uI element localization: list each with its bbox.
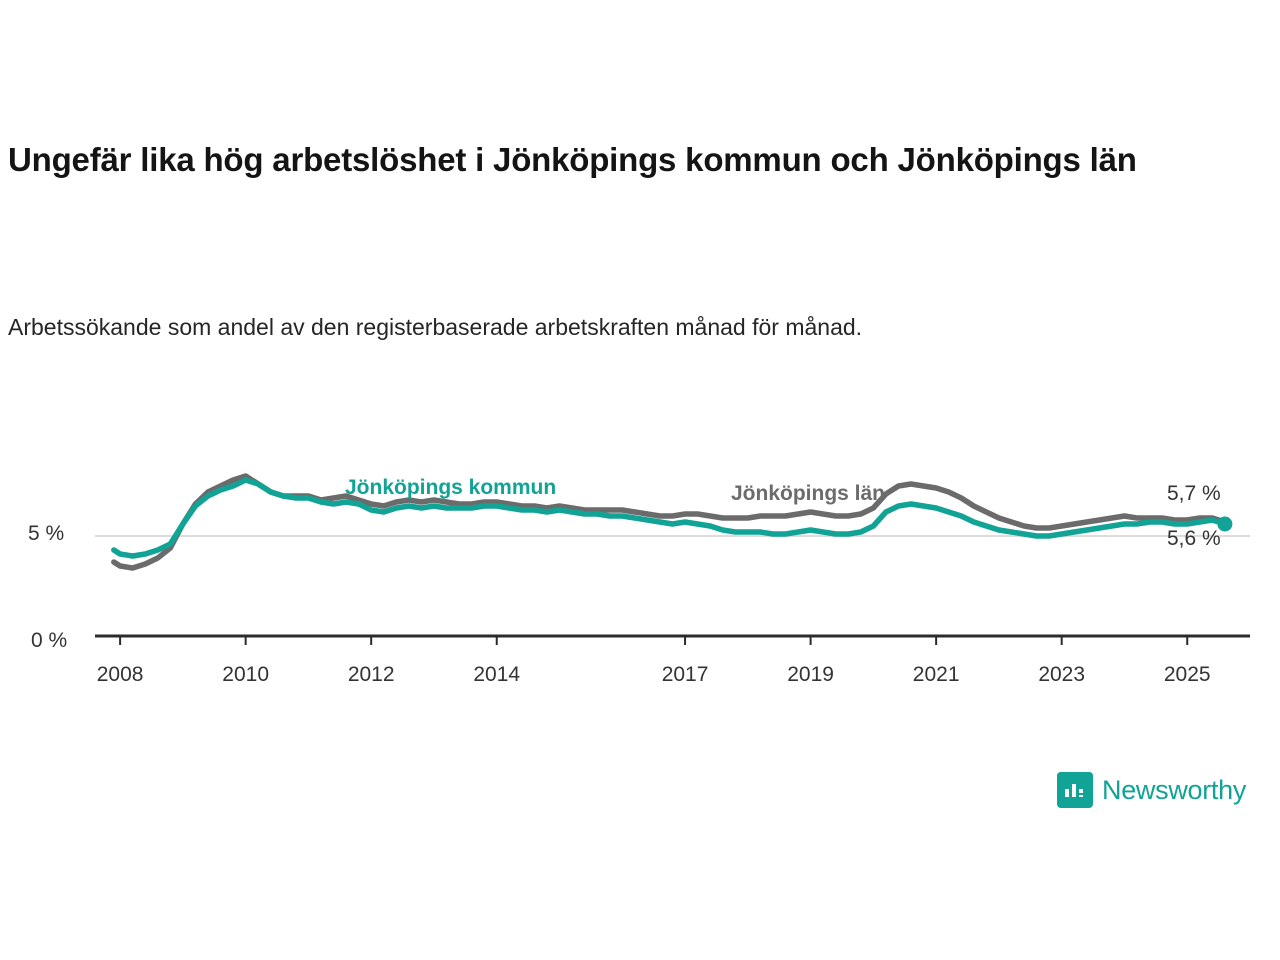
y-axis-tick-5: 5 %	[28, 522, 65, 545]
x-axis-tick-2008: 2008	[96, 663, 144, 686]
page-title: Ungefär lika hög arbetslöshet i Jönköpings kommun och Jönköpings län	[8, 141, 1137, 178]
chart-canvas	[0, 430, 1280, 700]
page-subtitle: Arbetssökande som andel av den registerbaserade arbetskraften månad för månad.	[8, 314, 863, 340]
x-axis-tick-2025: 2025	[1163, 663, 1211, 686]
series-label-kommun: Jönköpings kommun	[345, 476, 557, 499]
x-axis-tick-2019: 2019	[787, 663, 834, 686]
y-axis-tick-0: 0 %	[31, 629, 68, 652]
end-value-kommun: 5,6 %	[1167, 527, 1221, 550]
x-axis-tick-2021: 2021	[912, 663, 960, 686]
x-axis-tick-2012: 2012	[347, 663, 395, 686]
end-value-lan: 5,7 %	[1167, 482, 1221, 505]
logo-text: Newsworthy	[1102, 774, 1247, 805]
x-axis-tick-2014: 2014	[473, 663, 521, 686]
x-axis-tick-2017: 2017	[661, 663, 709, 686]
x-axis-tick-2010: 2010	[222, 663, 269, 686]
newsworthy-logo	[1057, 772, 1246, 808]
line-chart	[0, 430, 1280, 700]
bar-chart-icon	[1057, 772, 1093, 808]
x-axis-tick-2023: 2023	[1038, 663, 1086, 686]
series-label-lan: Jönköpings län	[731, 482, 886, 505]
